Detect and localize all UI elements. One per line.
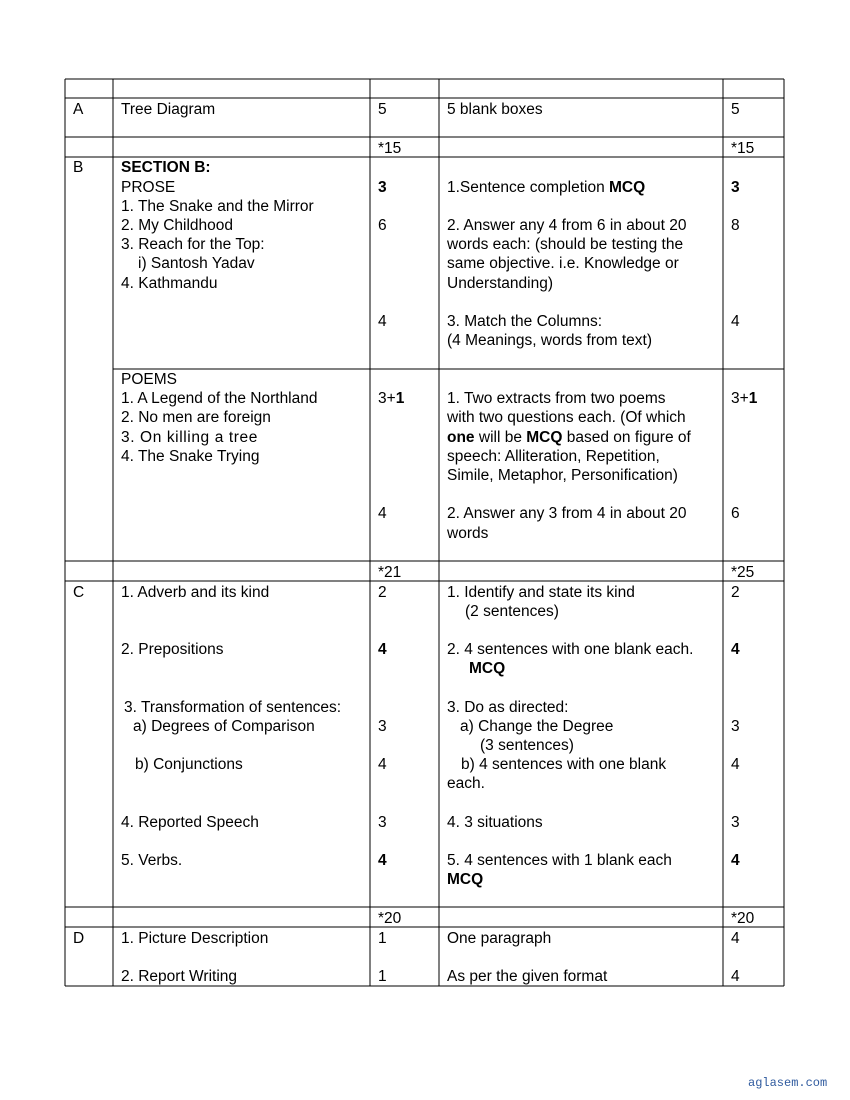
picture-description-total: 4 bbox=[731, 930, 740, 947]
poems-q1-marks: 3+1 bbox=[378, 390, 405, 407]
prose-q3-desc-line: 3. Match the Columns: bbox=[447, 313, 603, 330]
prose-q1-desc: 1.Sentence completion MCQ bbox=[447, 179, 646, 196]
subtotal-b-total: *25 bbox=[731, 564, 755, 581]
prepositions-total: 4 bbox=[731, 641, 740, 658]
section-b-heading: SECTION B: bbox=[121, 159, 211, 176]
adverb-topic: 1. Adverb and its kind bbox=[121, 584, 270, 601]
prose-q3-total: 4 bbox=[731, 313, 740, 330]
poem-item: 4. The Snake Trying bbox=[121, 448, 260, 465]
report-writing-marks: 1 bbox=[378, 968, 387, 985]
prose-q2-total: 8 bbox=[731, 217, 740, 234]
prose-item: 1. The Snake and the Mirror bbox=[121, 198, 314, 215]
prose-q1-total: 3 bbox=[731, 179, 740, 196]
verbs-topic: 5. Verbs. bbox=[121, 852, 183, 869]
prose-item: i) Santosh Yadav bbox=[138, 255, 255, 272]
tree-diagram-total: 5 bbox=[731, 101, 740, 118]
prose-q1-marks: 3 bbox=[378, 179, 387, 196]
section-c-label: C bbox=[73, 584, 85, 601]
poems-q2-desc-line: 2. Answer any 3 from 4 in about 20 bbox=[447, 505, 687, 522]
verbs-desc-line: 5. 4 sentences with 1 blank each bbox=[447, 852, 672, 869]
poems-q1-desc-line: speech: Alliteration, Repetition, bbox=[447, 448, 660, 465]
prose-item: 2. My Childhood bbox=[121, 217, 234, 234]
degrees-topic: a) Degrees of Comparison bbox=[133, 718, 315, 735]
prose-item: 4. Kathmandu bbox=[121, 275, 218, 292]
verbs-marks: 4 bbox=[378, 852, 387, 869]
poems-q1-desc-line: 1. Two extracts from two poems bbox=[447, 390, 666, 407]
reported-speech-topic: 4. Reported Speech bbox=[121, 814, 259, 831]
poem-item: 2. No men are foreign bbox=[121, 409, 271, 426]
conjunctions-total: 4 bbox=[731, 756, 740, 773]
prepositions-topic: 2. Prepositions bbox=[121, 641, 224, 658]
conjunctions-topic: b) Conjunctions bbox=[135, 756, 243, 773]
subtotal-a-marks: *15 bbox=[378, 140, 402, 157]
adverb-marks: 2 bbox=[378, 584, 387, 601]
transformation-desc: 3. Do as directed: bbox=[447, 699, 569, 716]
picture-description-marks: 1 bbox=[378, 930, 387, 947]
section-d-label: D bbox=[73, 930, 85, 947]
prose-q3-desc-line: (4 Meanings, words from text) bbox=[447, 332, 653, 349]
poem-item: 3. On killing a tree bbox=[121, 429, 258, 446]
conjunctions-desc-line: each. bbox=[447, 775, 485, 792]
verbs-total: 4 bbox=[731, 852, 740, 869]
tree-diagram-desc: 5 blank boxes bbox=[447, 101, 543, 118]
prose-label: PROSE bbox=[121, 179, 176, 196]
picture-description-desc: One paragraph bbox=[447, 930, 552, 947]
prose-q2-desc-line: Understanding) bbox=[447, 275, 553, 292]
picture-description-topic: 1. Picture Description bbox=[121, 930, 269, 947]
poems-q2-total: 6 bbox=[731, 505, 740, 522]
conjunctions-marks: 4 bbox=[378, 756, 387, 773]
prepositions-mcq: MCQ bbox=[469, 660, 506, 677]
poem-item: 1. A Legend of the Northland bbox=[121, 390, 318, 407]
poems-q1-total: 3+1 bbox=[731, 390, 758, 407]
prepositions-desc-line: 2. 4 sentences with one blank each. bbox=[447, 641, 694, 658]
adverb-desc-line: 1. Identify and state its kind bbox=[447, 584, 635, 601]
reported-speech-desc: 4. 3 situations bbox=[447, 814, 543, 831]
degrees-total: 3 bbox=[731, 718, 740, 735]
adverb-desc-line: (2 sentences) bbox=[465, 603, 559, 620]
section-a-label: A bbox=[73, 101, 84, 118]
subtotal-b-marks: *21 bbox=[378, 564, 402, 581]
report-writing-total: 4 bbox=[731, 968, 740, 985]
subtotal-c-marks: *20 bbox=[378, 910, 402, 927]
prose-q2-desc-line: 2. Answer any 4 from 6 in about 20 bbox=[447, 217, 687, 234]
prepositions-marks: 4 bbox=[378, 641, 387, 658]
poems-label: POEMS bbox=[121, 371, 177, 388]
report-writing-desc: As per the given format bbox=[447, 968, 608, 985]
adverb-total: 2 bbox=[731, 584, 740, 601]
prose-q2-marks: 6 bbox=[378, 217, 387, 234]
footer-watermark[interactable]: aglasem.com bbox=[748, 1076, 828, 1090]
reported-speech-marks: 3 bbox=[378, 814, 387, 831]
poems-q2-desc-line: words bbox=[447, 525, 489, 542]
prose-q3-marks: 4 bbox=[378, 313, 387, 330]
section-b-label: B bbox=[73, 159, 84, 176]
poems-q1-desc-line: Simile, Metaphor, Personification) bbox=[447, 467, 678, 484]
verbs-mcq: MCQ bbox=[447, 871, 484, 888]
poems-q2-marks: 4 bbox=[378, 505, 387, 522]
degrees-desc-line: a) Change the Degree bbox=[460, 718, 614, 735]
reported-speech-total: 3 bbox=[731, 814, 740, 831]
degrees-desc-line: (3 sentences) bbox=[480, 737, 574, 754]
tree-diagram-topic: Tree Diagram bbox=[121, 101, 216, 118]
prose-item: 3. Reach for the Top: bbox=[121, 236, 265, 253]
degrees-marks: 3 bbox=[378, 718, 387, 735]
conjunctions-desc-line: b) 4 sentences with one blank bbox=[461, 756, 667, 773]
transformation-topic: 3. Transformation of sentences: bbox=[124, 699, 342, 716]
prose-q2-desc-line: words each: (should be testing the bbox=[447, 236, 684, 253]
report-writing-topic: 2. Report Writing bbox=[121, 968, 238, 985]
tree-diagram-marks: 5 bbox=[378, 101, 387, 118]
prose-q2-desc-line: same objective. i.e. Knowledge or bbox=[447, 255, 679, 272]
subtotal-c-total: *20 bbox=[731, 910, 755, 927]
subtotal-a-total: *15 bbox=[731, 140, 755, 157]
poems-q1-desc-line: one will be MCQ based on figure of bbox=[447, 429, 691, 446]
poems-q1-desc-line: with two questions each. (Of which bbox=[447, 409, 686, 426]
